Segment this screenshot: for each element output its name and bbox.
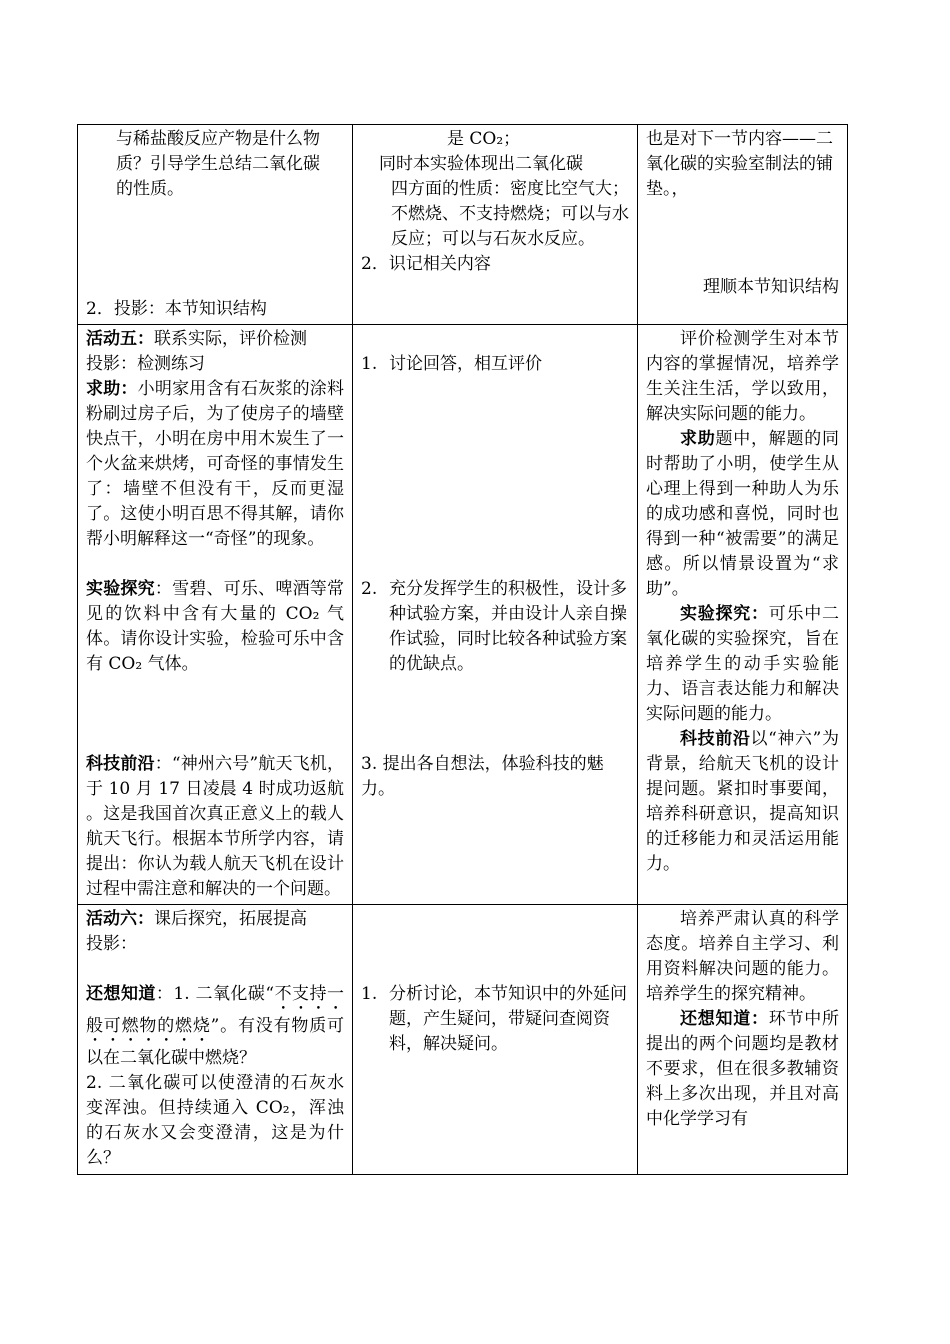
help-question <box>86 377 344 552</box>
design-intent-cell <box>638 325 848 905</box>
teacher-activity-cell <box>78 325 353 905</box>
list-item <box>361 352 629 377</box>
text-line: 2．识记相关内容 <box>361 254 491 274</box>
intent-paragraph <box>646 727 839 879</box>
intent-paragraph: 评价检测学生对本节内容的掌握情况，培养学生关注生活，学以致用，解决实际问题的能力。 <box>646 329 839 424</box>
design-intent-cell <box>638 905 848 1175</box>
intent-text: 环节中所提出的两个问题均是教材不要求，但在很多教辅资料上多次出现，并且对高中化学学习有 <box>646 1009 839 1129</box>
text-line: 同时本实验体现出二氧化碳 <box>379 154 583 174</box>
activity-label: 活动六： <box>86 909 154 929</box>
activity-title: 课后探究，拓展提高 <box>154 909 307 929</box>
teacher-activity-cell <box>78 125 353 325</box>
activity-heading <box>86 327 344 352</box>
help-label: 求助： <box>86 379 138 399</box>
table-row <box>78 905 848 1175</box>
know-label: 还想知道： <box>680 1009 769 1029</box>
intent-paragraph <box>646 427 839 602</box>
table-row <box>78 125 848 325</box>
intent-text: 可乐中二氧化碳的实验探究，旨在培养学生的动手实验能力、语言表达能力和解决实际问题的能力。 <box>646 604 839 724</box>
text-line: 与稀盐酸反应产物是什么物 <box>116 129 320 149</box>
projection-line: 投影： <box>86 934 137 954</box>
tech-label: 科技前沿 <box>680 729 751 749</box>
text-line: 理顺本节知识结构 <box>703 277 839 297</box>
activity-label: 活动五： <box>86 329 154 349</box>
tech-text: ：“神州六号”航天飞机，于 10 月 17 日凌晨 4 时成功返航 。这是我国首次真正意义上的载人航天飞行。根据本节所学内容，请提出：你认为载人航天飞机在设计过程中需注意和解决的一个问题。 <box>86 754 344 899</box>
experiment-label: 实验探究： <box>680 604 769 624</box>
text-line: 质？引导学生总结二氧化碳 <box>116 154 320 174</box>
experiment-question <box>86 577 344 677</box>
activity-heading <box>86 907 344 932</box>
intent-text: 以“神六”为背景，给航天飞机的设计提问题。紧扣时事要闻，培养科研意识，提高知识的迁移能力和灵活运用能力。 <box>646 729 839 874</box>
student-activity-cell <box>353 905 638 1175</box>
list-item: 3. 提出各自想法，体验科技的魅力。 <box>361 754 604 799</box>
text-line: 也是对下一节内容——二氧化碳的实验室制法的铺垫。， <box>646 129 833 199</box>
list-item <box>361 577 629 677</box>
activity-title: 联系实际，评价检测 <box>154 329 307 349</box>
text-line: 2．投影：本节知识结构 <box>86 299 267 319</box>
know-label: 还想知道 <box>86 984 156 1004</box>
intent-paragraph: 培养严肃认真的科学态度。培养自主学习、利用资料解决问题的能力。培养学生的探究精神。 <box>646 909 839 1004</box>
teacher-activity-cell <box>78 905 353 1175</box>
projection-line: 投影：检测练习 <box>86 354 205 374</box>
text-line: 的性质。 <box>116 179 184 199</box>
item-number: 1. <box>361 984 378 1004</box>
intent-text: 题中，解题的同时帮助了小明，使学生从心理上得到一种助人为乐的成功感和喜悦，同时也得到一种“被需要”的满足感。所以情景设置为“求助”。 <box>646 429 839 599</box>
list-item <box>361 982 629 1057</box>
intent-paragraph <box>646 1007 839 1132</box>
know-text: ”。有没有物质可以在二氧化碳中燃烧？ <box>86 1016 344 1068</box>
tech-label: 科技前沿 <box>86 754 155 774</box>
know-question-2: 2. 二氧化碳可以使澄清的石灰水变浑浊。但持续通入 CO₂，浑浊的石灰水又会变澄清，这是为什么？ <box>86 1073 344 1168</box>
help-label: 求助 <box>680 429 716 449</box>
experiment-label: 实验探究 <box>86 579 155 599</box>
student-activity-cell <box>353 325 638 905</box>
tech-question <box>86 752 344 902</box>
design-intent-cell <box>638 125 848 325</box>
know-question <box>86 982 344 1071</box>
text-line: 是 CO₂； <box>447 129 521 149</box>
student-activity-cell <box>353 125 638 325</box>
know-text: ：1. 二氧化碳“ <box>155 984 275 1004</box>
table-row <box>78 325 848 905</box>
item-number: 1. <box>361 354 378 374</box>
emphasized-text: 不支持一般可燃物的燃烧 <box>86 984 344 1036</box>
intent-paragraph <box>646 602 839 727</box>
item-text: 分析讨论，本节知识中的外延问题，产生疑问，带疑问查阅资料，解决疑问。 <box>389 984 627 1054</box>
item-text: 充分发挥学生的积极性，设计多种试验方案，并由设计人亲自操作试验，同时比较各种试验方案的优缺点。 <box>389 579 627 674</box>
text-line: 四方面的性质：密度比空气大；不燃烧、不支持燃烧；可以与水反应；可以与石灰水反应。 <box>391 179 629 249</box>
item-text: 讨论回答，相互评价 <box>389 354 542 374</box>
item-number: 2. <box>361 579 378 599</box>
help-text: 小明家用含有石灰浆的涂料粉刷过房子后，为了使房子的墙壁快点干，小明在房中用木炭生了一个火盆来烘烤，可奇怪的事情发生了：墙壁不但没有干，反而更湿了。这使小明百思不得其解，请你帮小明解释这一“奇怪”的现象。 <box>86 379 345 549</box>
lesson-plan-table <box>77 124 848 1175</box>
experiment-text: ：雪碧、可乐、啤酒等常见的饮料中含有大量的 CO₂ 气体。请你设计实验，检验可乐中含有 CO₂ 气体。 <box>86 579 345 674</box>
